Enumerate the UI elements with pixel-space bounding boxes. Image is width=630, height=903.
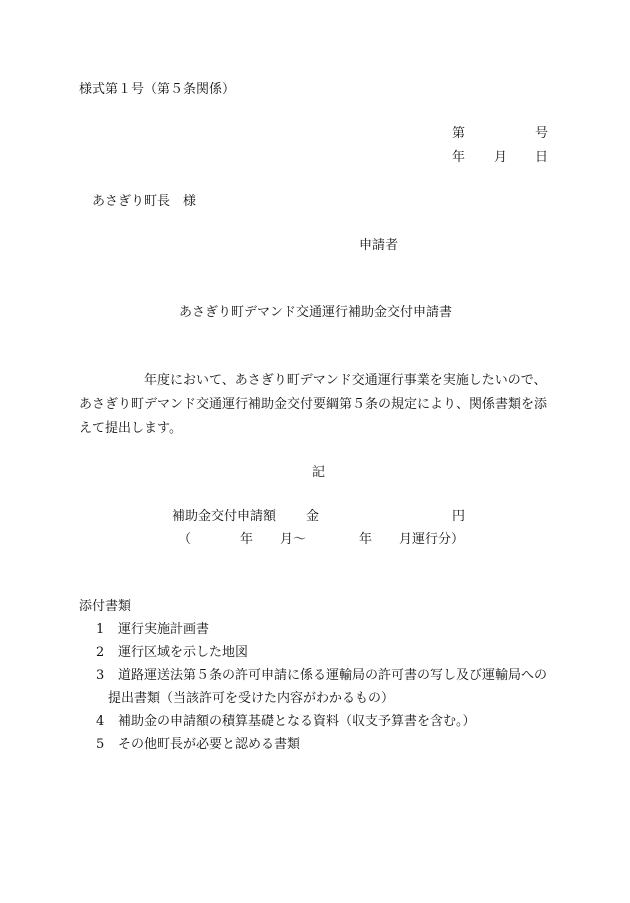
- item-number: 4: [96, 714, 105, 729]
- ki-heading: 記: [312, 465, 326, 480]
- applicant-label: 申請者: [359, 238, 399, 253]
- item-number: 5: [96, 737, 105, 752]
- date-year: 年: [452, 150, 466, 165]
- addressee: あさぎり町長 様: [92, 194, 197, 209]
- amount-label: 補助金交付申請額: [172, 509, 277, 524]
- amount-yen: 円: [452, 509, 466, 524]
- item-number: 2: [96, 645, 105, 660]
- period-open: （: [178, 532, 192, 547]
- item-text: その他町長が必要と認める書類: [118, 737, 301, 752]
- item-text-continuation: 提出書類（当該許可を受けた内容がわかるもの）: [108, 691, 395, 706]
- period-year2: 年: [359, 532, 373, 547]
- body-line-2: あさぎり町デマンド交通運行補助金交付要綱第５条の規定により、関係書類を添: [79, 397, 548, 412]
- date-month: 月: [494, 150, 508, 165]
- form-label: 様式第１号（第５条関係）: [79, 82, 236, 97]
- period-month1: 月〜: [280, 532, 307, 547]
- item-number: 1: [96, 622, 105, 637]
- item-text: 運行区域を示した地図: [118, 645, 249, 660]
- period-month2: 月運行分）: [399, 532, 465, 547]
- attachments-heading: 添付書類: [79, 599, 132, 614]
- date-day: 日: [535, 150, 549, 165]
- item-text: 補助金の申請額の積算基礎となる資料（収支予算書を含む。）: [118, 714, 476, 729]
- amount-kin: 金: [306, 509, 320, 524]
- number-prefix: 第: [452, 126, 466, 141]
- document-title: あさぎり町デマンド交通運行補助金交付申請書: [179, 305, 453, 320]
- item-text: 運行実施計画書: [118, 622, 210, 637]
- body-line-1: 年度において、あさぎり町デマンド交通運行事業を実施したいので、: [144, 373, 547, 388]
- item-number: 3: [96, 668, 105, 683]
- period-year1: 年: [240, 532, 254, 547]
- body-line-3: えて提出します。: [79, 421, 182, 436]
- number-suffix: 号: [535, 126, 549, 141]
- item-text: 道路運送法第５条の許可申請に係る運輸局の許可書の写し及び運輸局への: [118, 668, 548, 683]
